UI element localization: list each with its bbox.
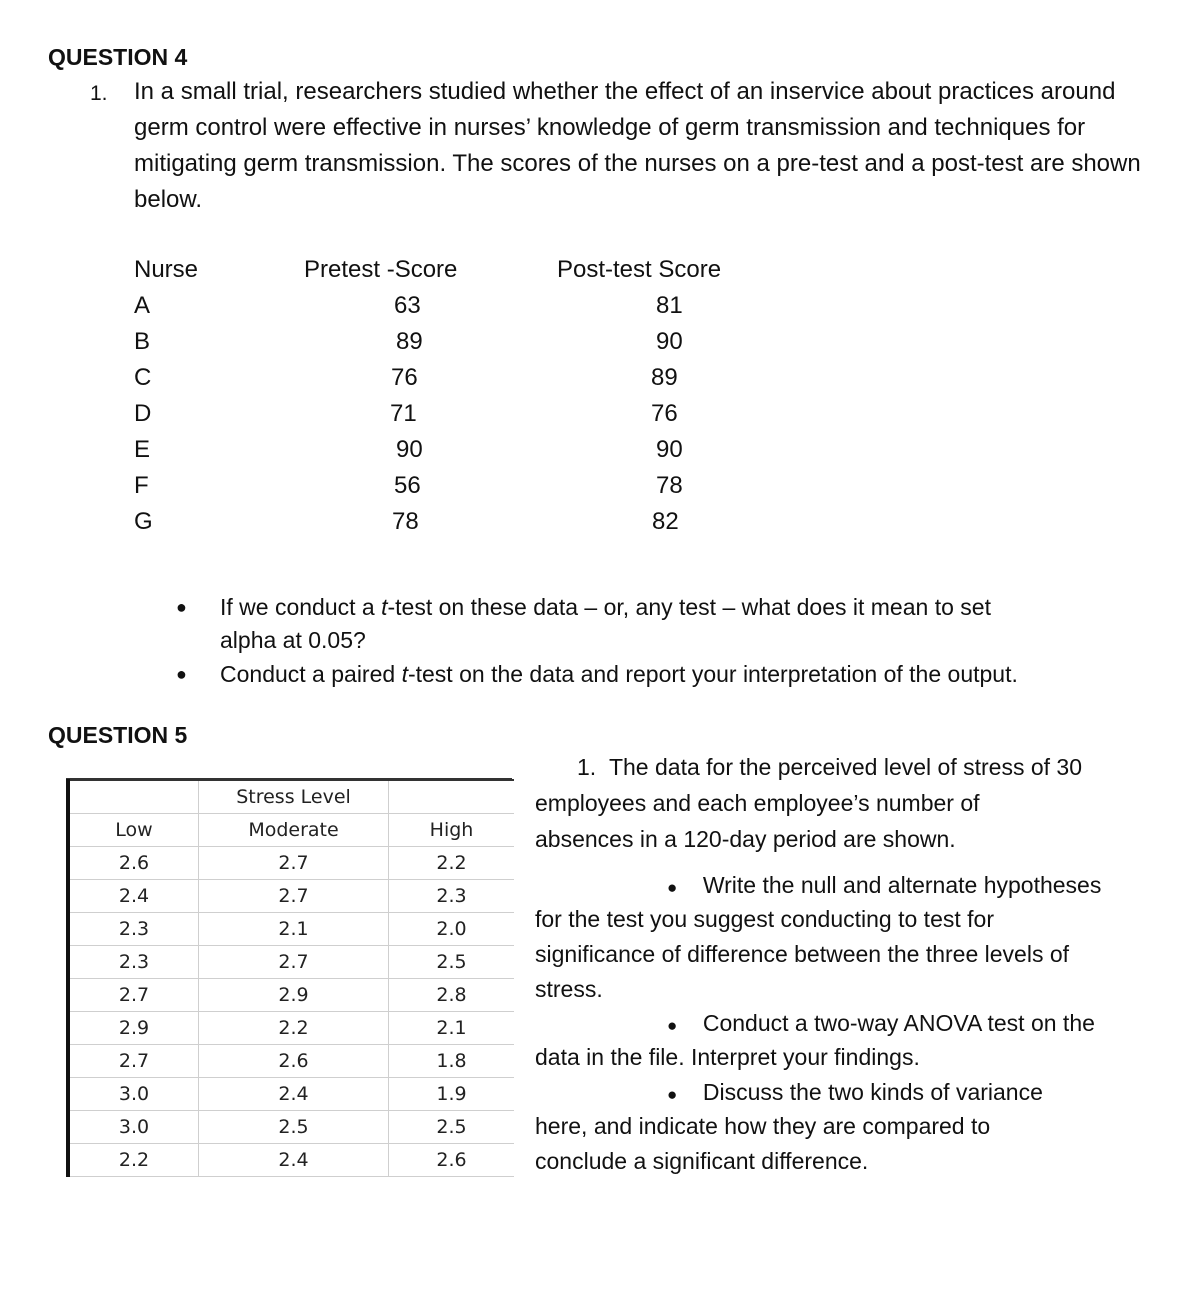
q5-text: significance of difference between the three levels of <box>535 941 1070 967</box>
pretest-header: Pretest -Score <box>304 256 458 283</box>
high-value: 2.3 <box>389 880 515 913</box>
posttest-score: 81 <box>656 292 683 319</box>
column-header-high: High <box>389 814 515 847</box>
table-row <box>68 913 514 946</box>
bullet-icon: ● <box>667 878 678 897</box>
bullet-text: alpha at 0.05? <box>220 627 366 653</box>
q5-text: here, and indicate how they are compared to <box>535 1113 991 1139</box>
high-value: 2.5 <box>389 946 515 979</box>
q5-text: Write the null and alternate hypotheses <box>702 872 1102 898</box>
bullet-icon: ● <box>667 1085 678 1104</box>
table-row <box>68 1144 514 1177</box>
table-header-row <box>68 814 514 847</box>
q5-text: Conduct a two-way ANOVA test on the <box>702 1010 1095 1036</box>
pretest-score: 71 <box>390 400 417 427</box>
moderate-value: 2.1 <box>199 913 389 946</box>
bullet-text: -test on the data and report your interpretation of the output. <box>407 661 1018 687</box>
nurse-label: E <box>134 436 151 463</box>
moderate-value: 2.7 <box>199 880 389 913</box>
moderate-value: 2.4 <box>199 1078 389 1111</box>
nurse-label: B <box>134 328 151 355</box>
nurse-label: C <box>134 364 152 391</box>
bullet-icon: ● <box>176 597 187 617</box>
pretest-score: 76 <box>391 364 418 391</box>
q5-bullet-1 <box>667 868 1101 905</box>
bullet-text: -test on these data – or, any test – what does it mean to set <box>387 594 991 620</box>
stress-level-title: Stress Level <box>199 780 389 814</box>
nurse-label: G <box>134 508 153 535</box>
nurse-label: D <box>134 400 152 427</box>
pretest-score: 63 <box>394 292 421 319</box>
low-value: 3.0 <box>68 1111 199 1144</box>
bullet-text: If we conduct a <box>220 594 382 620</box>
q4-prompt: In a small trial, researchers studied whether the effect of an inservice about practices around germ control were effective in nurses’ knowledge of germ transmission and techniques for mitigating germ transmission. The scores of the nurses on a pre-test and a post-test are shown below. <box>134 78 1141 213</box>
q4-bullet-2 <box>176 657 1018 691</box>
stress-level-table <box>66 779 514 1177</box>
moderate-value: 2.9 <box>199 979 389 1012</box>
high-value: 1.8 <box>389 1045 515 1078</box>
high-value: 2.0 <box>389 913 515 946</box>
bullet-text-italic: t <box>381 594 388 620</box>
table-row <box>68 847 514 880</box>
low-value: 2.9 <box>68 1012 199 1045</box>
low-value: 2.3 <box>68 913 199 946</box>
q4-item-number: 1. <box>90 82 108 105</box>
table-row <box>68 1078 514 1111</box>
moderate-value: 2.7 <box>199 847 389 880</box>
low-value: 2.7 <box>68 1045 199 1078</box>
column-header-moderate: Moderate <box>199 814 389 847</box>
high-value: 2.1 <box>389 1012 515 1045</box>
q5-text: conclude a significant difference. <box>535 1148 869 1174</box>
posttest-score: 78 <box>656 472 683 499</box>
q5-text: Discuss the two kinds of variance <box>702 1079 1043 1105</box>
posttest-score: 89 <box>651 364 678 391</box>
table-row <box>68 1111 514 1144</box>
nurse-header: Nurse <box>134 256 199 283</box>
moderate-value: 2.4 <box>199 1144 389 1177</box>
q5-bullet-2 <box>667 1006 1095 1043</box>
high-value: 2.8 <box>389 979 515 1012</box>
pretest-score: 78 <box>392 508 419 535</box>
question-5-heading: QUESTION 5 <box>48 722 188 748</box>
bullet-icon: ● <box>176 664 187 684</box>
column-header-low: Low <box>68 814 199 847</box>
pretest-score: 56 <box>394 472 421 499</box>
high-value: 1.9 <box>389 1078 515 1111</box>
moderate-value: 2.2 <box>199 1012 389 1045</box>
moderate-value: 2.5 <box>199 1111 389 1144</box>
q5-text: for the test you suggest conducting to test for <box>535 906 994 932</box>
low-value: 2.4 <box>68 880 199 913</box>
q5-item-number: 1. <box>577 754 597 780</box>
low-value: 2.3 <box>68 946 199 979</box>
posttest-score: 90 <box>656 328 683 355</box>
pretest-score: 90 <box>396 436 423 463</box>
q5-text: absences in a 120-day period are shown. <box>535 826 956 852</box>
table-row <box>68 880 514 913</box>
table-title-row <box>68 780 514 814</box>
bullet-text-italic: t <box>401 661 408 687</box>
q5-text: employees and each employee’s number of <box>535 790 980 816</box>
pretest-score: 89 <box>396 328 423 355</box>
low-value: 2.6 <box>68 847 199 880</box>
high-value: 2.2 <box>389 847 515 880</box>
q5-text: data in the file. Interpret your findings. <box>535 1044 920 1070</box>
table-row <box>68 1012 514 1045</box>
nurse-label: A <box>134 292 151 319</box>
low-value: 2.7 <box>68 979 199 1012</box>
moderate-value: 2.7 <box>199 946 389 979</box>
table-row <box>68 979 514 1012</box>
low-value: 3.0 <box>68 1078 199 1111</box>
q5-item-line <box>577 750 1082 784</box>
high-value: 2.5 <box>389 1111 515 1144</box>
table-row <box>68 1045 514 1078</box>
q5-bullet-3 <box>667 1075 1043 1112</box>
q5-text: stress. <box>535 976 603 1002</box>
table-row <box>68 946 514 979</box>
q4-bullet-1 <box>176 590 991 624</box>
q4-bullet-1-cont <box>220 623 366 657</box>
question-4-heading: QUESTION 4 <box>48 44 188 70</box>
posttest-score: 76 <box>651 400 678 427</box>
posttest-score: 82 <box>652 508 679 535</box>
bullet-icon: ● <box>667 1016 678 1035</box>
bullet-text: Conduct a paired <box>220 661 402 687</box>
posttest-score: 90 <box>656 436 683 463</box>
moderate-value: 2.6 <box>199 1045 389 1078</box>
high-value: 2.6 <box>389 1144 515 1177</box>
low-value: 2.2 <box>68 1144 199 1177</box>
nurse-label: F <box>134 472 149 499</box>
posttest-header: Post-test Score <box>557 256 722 283</box>
q5-text: The data for the perceived level of stress of 30 <box>608 754 1083 780</box>
